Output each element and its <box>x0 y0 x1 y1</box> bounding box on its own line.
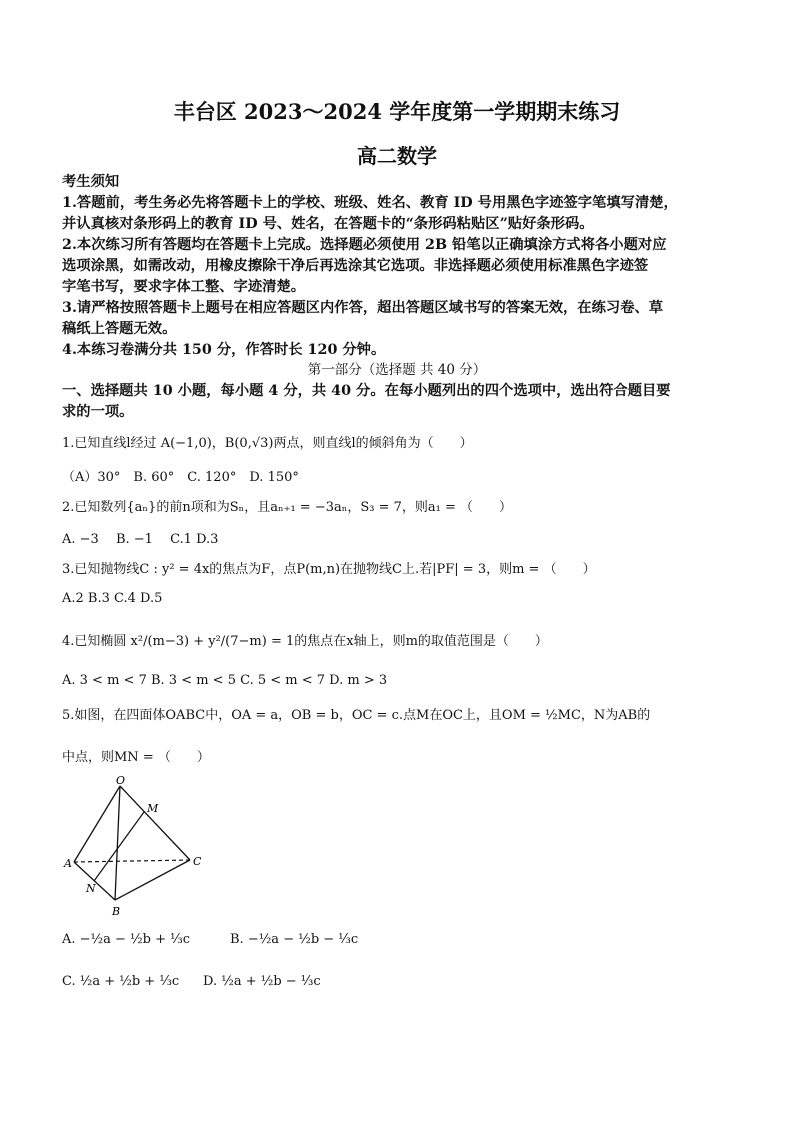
part1-instruction-1: 一、选择题共 10 小题，每小题 4 分，共 40 分。在每小题列出的四个选项中，选出符合题目要 <box>62 383 671 399</box>
question-5-stem-1: 5.如图，在四面体OABC中，OA = a，OB = b，OC = c.点M在OC上，且OM = ½MC，N为AB的 <box>62 708 651 723</box>
label-b: B <box>112 905 121 918</box>
label-a: A <box>64 857 72 870</box>
edge-oa <box>74 786 120 862</box>
question-1-stem: 1.已知直线l经过 A(−1,0)，B(0,√3)两点，则直线l的倾斜角为（ ） <box>62 436 473 451</box>
question-4-stem: 4.已知椭圆 x²/(m−3) + y²/(7−m) = 1的焦点在x轴上，则m的取值范围是（ ） <box>62 634 548 649</box>
question-4-options: A. 3 < m < 7 B. 3 < m < 5 C. 5 < m < 7 D. m > 3 <box>62 673 388 688</box>
edge-ob <box>115 786 120 900</box>
label-n: N <box>86 882 96 895</box>
notice-line-5: 字笔书写，要求字体工整、字迹清楚。 <box>62 279 306 295</box>
notice-line-3: 2.本次练习所有答题均在答题卡上完成。选择题必须使用 2B 铅笔以正确填涂方式将各小题对应 <box>62 237 667 253</box>
part1-instruction-2: 求的一项。 <box>62 404 134 420</box>
part1-heading: 第一部分（选择题 共 40 分） <box>307 362 487 378</box>
label-c: C <box>193 855 202 868</box>
question-2-stem: 2.已知数列{aₙ}的前n项和为Sₙ，且aₙ₊₁ = −3aₙ，S₃ = 7，则a₁ = （ ） <box>62 500 513 515</box>
edge-bc <box>115 860 190 900</box>
notice-line-6: 3.请严格按照答题卡上题号在相应答题区内作答，超出答题区域书写的答案无效，在练习卷、草 <box>62 300 664 316</box>
label-o: O <box>116 774 126 787</box>
question-2-options: A. −3 B. −1 C.1 D.3 <box>62 532 219 547</box>
page-title: 丰台区 2023～2024 学年度第一学期期末练习 <box>173 99 621 124</box>
question-3-options: A.2 B.3 C.4 D.5 <box>62 591 163 606</box>
page-subtitle: 高二数学 <box>357 144 437 168</box>
notice-line-7: 稿纸上答题无效。 <box>62 321 177 337</box>
question-1-options: （A）30° B. 60° C. 120° D. 150° <box>62 470 299 485</box>
question-5-option-a: A. −½a − ½b + ⅓c <box>62 932 191 947</box>
edge-ac-hidden <box>74 860 190 862</box>
tetrahedron-figure <box>62 772 202 920</box>
question-5-option-c: C. ½a + ½b + ⅓c <box>62 974 180 989</box>
question-5-option-b: B. −½a − ½b − ⅓c <box>230 932 359 947</box>
notice-line-2: 并认真核对条形码上的教育 ID 号、姓名，在答题卡的“条形码粘贴区”贴好条形码。 <box>62 216 594 232</box>
label-m: M <box>147 802 159 815</box>
question-5-option-d: D. ½a + ½b − ⅓c <box>203 974 321 989</box>
notice-heading: 考生须知 <box>62 174 120 190</box>
notice-line-4: 选项涂黑，如需改动，用橡皮擦除干净后再选涂其它选项。非选择题必须使用标准黑色字迹签 <box>62 258 649 274</box>
edge-oc <box>120 786 190 860</box>
notice-line-1: 1.答题前，考生务必先将答题卡上的学校、班级、姓名、教育 ID 号用黑色字迹签字笔填写清楚， <box>62 195 678 211</box>
question-3-stem: 3.已知抛物线C : y² = 4x的焦点为F，点P(m,n)在抛物线C上.若|PF| = 3，则m = （ ） <box>62 562 596 577</box>
notice-line-8: 4.本练习卷满分共 150 分，作答时长 120 分钟。 <box>62 342 386 358</box>
question-5-stem-2: 中点，则MN = （ ） <box>62 750 210 765</box>
